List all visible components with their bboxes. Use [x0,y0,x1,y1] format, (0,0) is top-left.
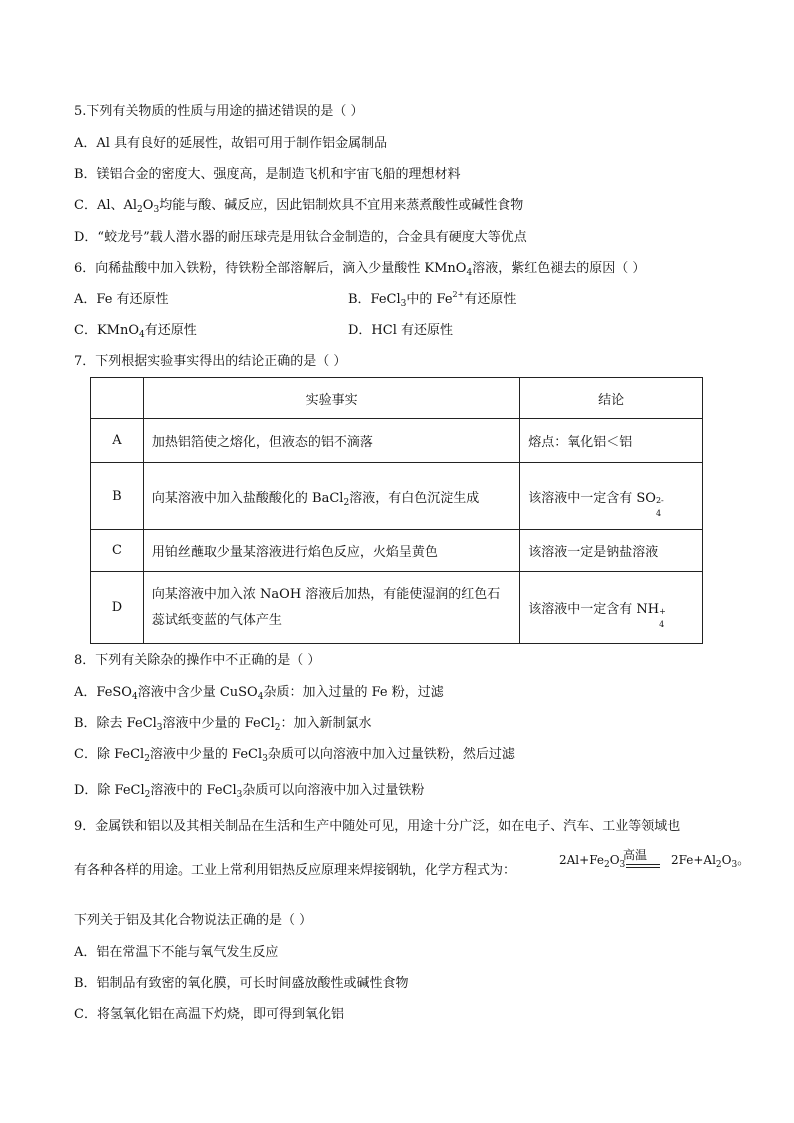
q9-option-c: C．将氢氧化铝在高温下灼烧，即可得到氧化铝 [74,1007,344,1022]
q8-stem: 8．下列有关除杂的操作中不正确的是（ ） [74,653,321,668]
q6-stem: 6．向稀盐酸中加入铁粉，待铁粉全部溶解后，滴入少量酸性 KMnO$_4$溶液，紫红色褪去的原因（ ） [74,261,646,278]
table-row [91,419,703,463]
row-conclusion: 该溶液中一定含有 SO 2- 4 [520,463,703,530]
row-label: B [91,463,144,530]
q9-stem: 下列关于铝及其化合物说法正确的是（ ） [74,913,313,928]
q8-option-a: A．FeSO$_4$溶液中含少量 CuSO$_4$杂质：加入过量的 Fe 粉，过滤 [74,685,444,702]
row-fact: 向某溶液中加入盐酸酸化的 BaCl$_2$溶液，有白色沉淀生成 [143,463,519,530]
q9-intro-line-1: 9．金属铁和铝以及其相关制品在生活和生产中随处可见，用途十分广泛，如在电子、汽车、工业等领域也 [74,819,681,834]
header-fact: 实验事实 [143,378,519,419]
q6-option-c: C．KMnO$_4$有还原性 [74,323,197,340]
q8-option-d: D．除 FeCl$_2$溶液中的 FeCl$_3$杂质可以向溶液中加入过量铁粉 [74,783,425,800]
equals-line-top [626,864,660,865]
q7-experiment-table [90,377,703,644]
q7-stem: 7．下列根据实验事实得出的结论正确的是（ ） [74,354,347,369]
q6-option-a: A．Fe 有还原性 [74,292,169,307]
table-row [91,463,703,530]
q5-option-c: C．Al、$Al_2O_3$均能与酸、碱反应，因此铝制炊具不宜用来蒸煮酸性或碱性食物 [74,198,524,215]
header-conclusion: 结论 [520,378,703,419]
table-row [91,572,703,644]
q5-option-a: A．Al 具有良好的延展性，故铝可用于制作铝金属制品 [74,136,388,151]
row-conclusion: 该溶液一定是钠盐溶液 [520,530,703,572]
row-fact: 加热铝箔使之熔化，但液态的铝不滴落 [143,419,519,463]
row-conclusion: 该溶液中一定含有 NH + 4 [520,572,703,644]
q5-stem: 5.下列有关物质的性质与用途的描述错误的是（ ） [74,104,364,119]
thermite-equation: $2Al+Fe_2O_3$ $2Fe+Al_2O_3$。 高温 [559,848,750,870]
q9-intro-line-2: 有各种各样的用途。工业上常利用铝热反应原理来焊接钢轨，化学方程式为： [74,863,517,878]
q5-option-d: D．“蛟龙号”载人潜水器的耐压球壳是用钛合金制造的，合金具有硬度大等优点 [74,230,527,245]
row-fact: 用铂丝蘸取少量某溶液进行焰色反应，火焰呈黄色 [143,530,519,572]
q6-option-d: D．HCl 有还原性 [348,323,453,338]
q6-option-b: B．FeCl$_3$中的 $Fe^{2+}$有还原性 [348,290,517,309]
q5-option-b: B．镁铝合金的密度大、强度高，是制造飞机和宇宙飞船的理想材料 [74,167,461,182]
row-fact: 向某溶液中加入浓 NaOH 溶液后加热，有能使湿润的红色石 蕊试纸变蓝的气体产生 [143,572,519,644]
row-conclusion: 熔点：氧化铝＜铝 [520,419,703,463]
q8-option-b: B．除去 FeCl$_3$溶液中少量的 FeCl$_2$：加入新制氯水 [74,716,372,733]
row-label: C [91,530,144,572]
q9-option-b: B．铝制品有致密的氧化膜，可长时间盛放酸性或碱性食物 [74,976,409,991]
row-label: D [91,572,144,644]
row-label: A [91,419,144,463]
reaction-condition: 高温 [623,848,648,862]
q8-option-c: C．除 FeCl$_2$溶液中少量的 FeCl$_3$杂质可以向溶液中加入过量铁粉，然后过滤 [74,747,515,764]
table-header-row [91,378,703,419]
header-empty-cell [91,378,144,419]
equals-line-bottom [626,867,660,868]
table-row [91,530,703,572]
q9-option-a: A．铝在常温下不能与氧气发生反应 [74,945,279,960]
